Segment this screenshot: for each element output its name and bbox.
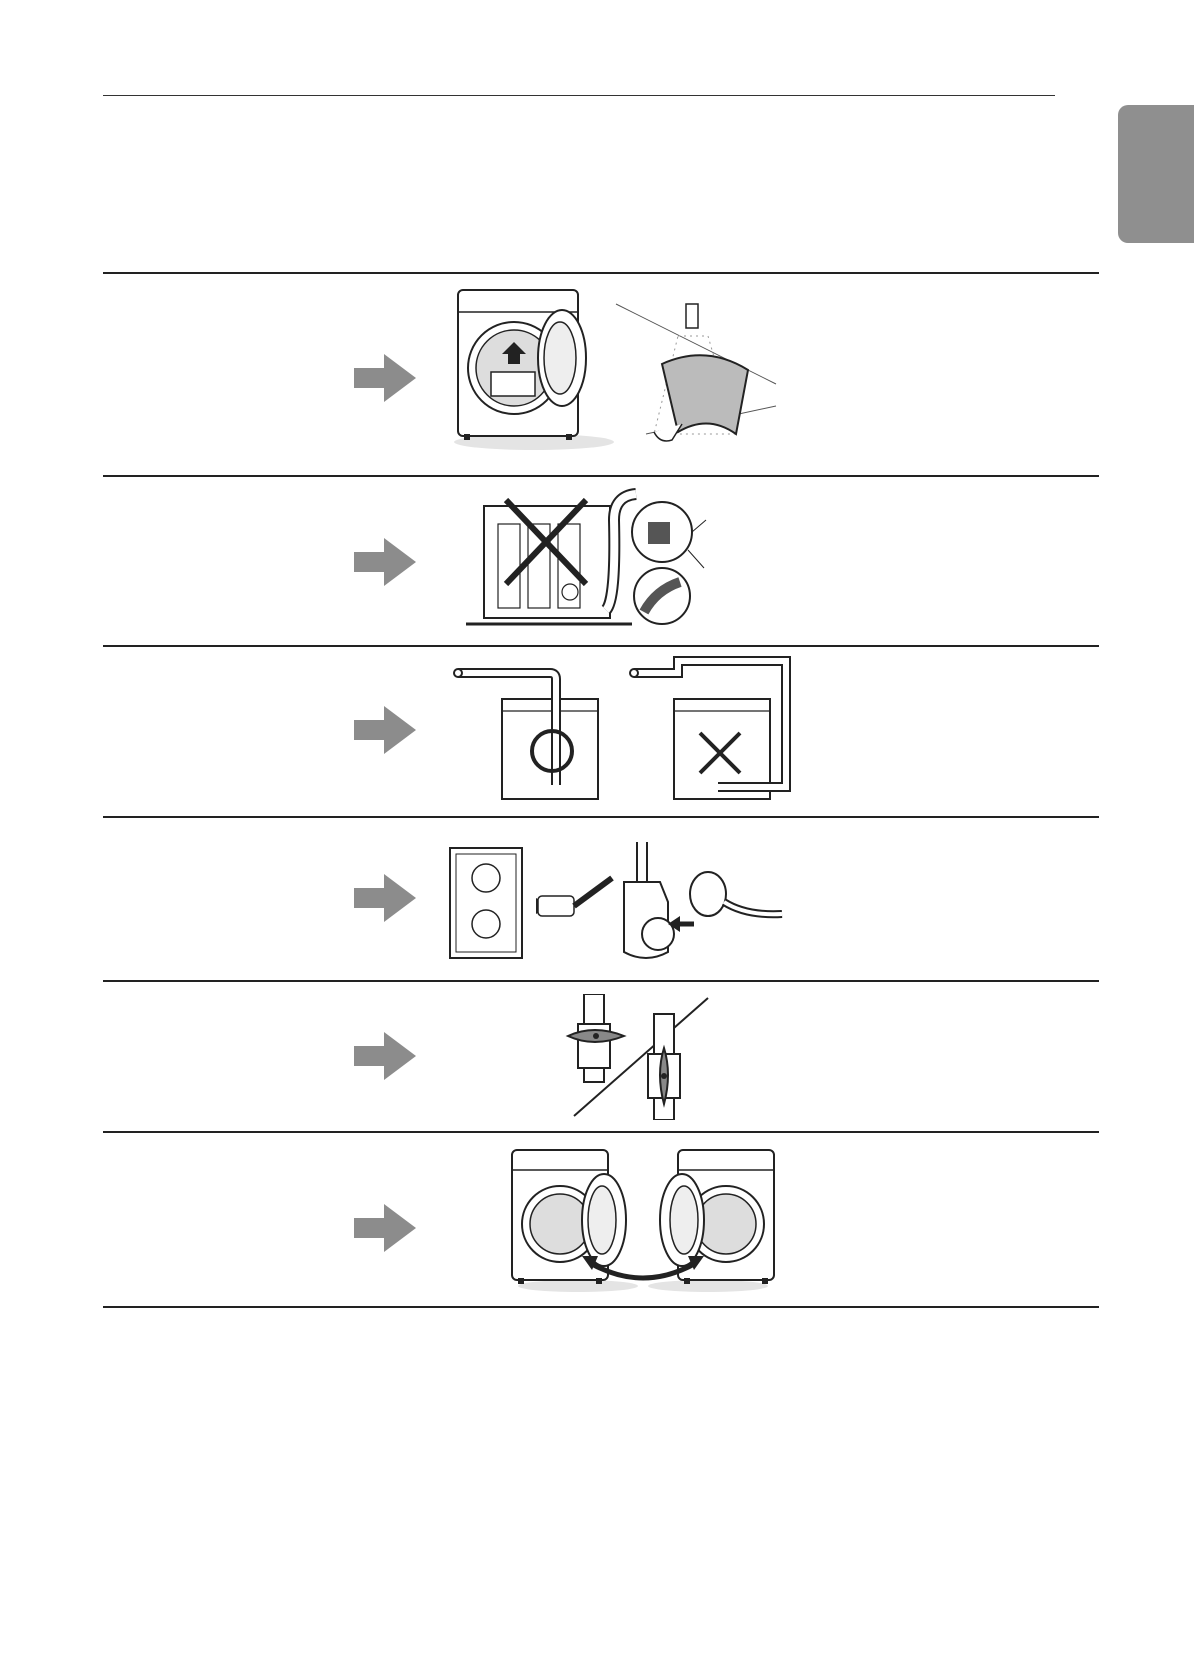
row-divider — [103, 980, 1099, 982]
section-tab — [1118, 105, 1194, 243]
row-divider — [103, 272, 1099, 274]
arrow-right-icon — [354, 538, 416, 586]
row-divider — [103, 1131, 1099, 1133]
duct-routing-comparison-icon — [452, 655, 802, 807]
arrow-right-icon — [354, 1204, 416, 1252]
top-rule — [103, 95, 1055, 96]
row-divider — [103, 645, 1099, 647]
arrow-right-icon — [354, 354, 416, 402]
door-reversal-icon — [508, 1144, 778, 1296]
unplug-power-cord-icon — [446, 842, 786, 964]
lint-filter-cleaning-icon — [446, 284, 786, 456]
close-gas-valve-icon — [560, 994, 710, 1120]
row-divider — [103, 475, 1099, 477]
exhaust-duct-kinked-icon — [466, 480, 718, 632]
arrow-right-icon — [354, 1032, 416, 1080]
row-divider — [103, 816, 1099, 818]
row-divider — [103, 1306, 1099, 1308]
arrow-right-icon — [354, 874, 416, 922]
arrow-right-icon — [354, 706, 416, 754]
